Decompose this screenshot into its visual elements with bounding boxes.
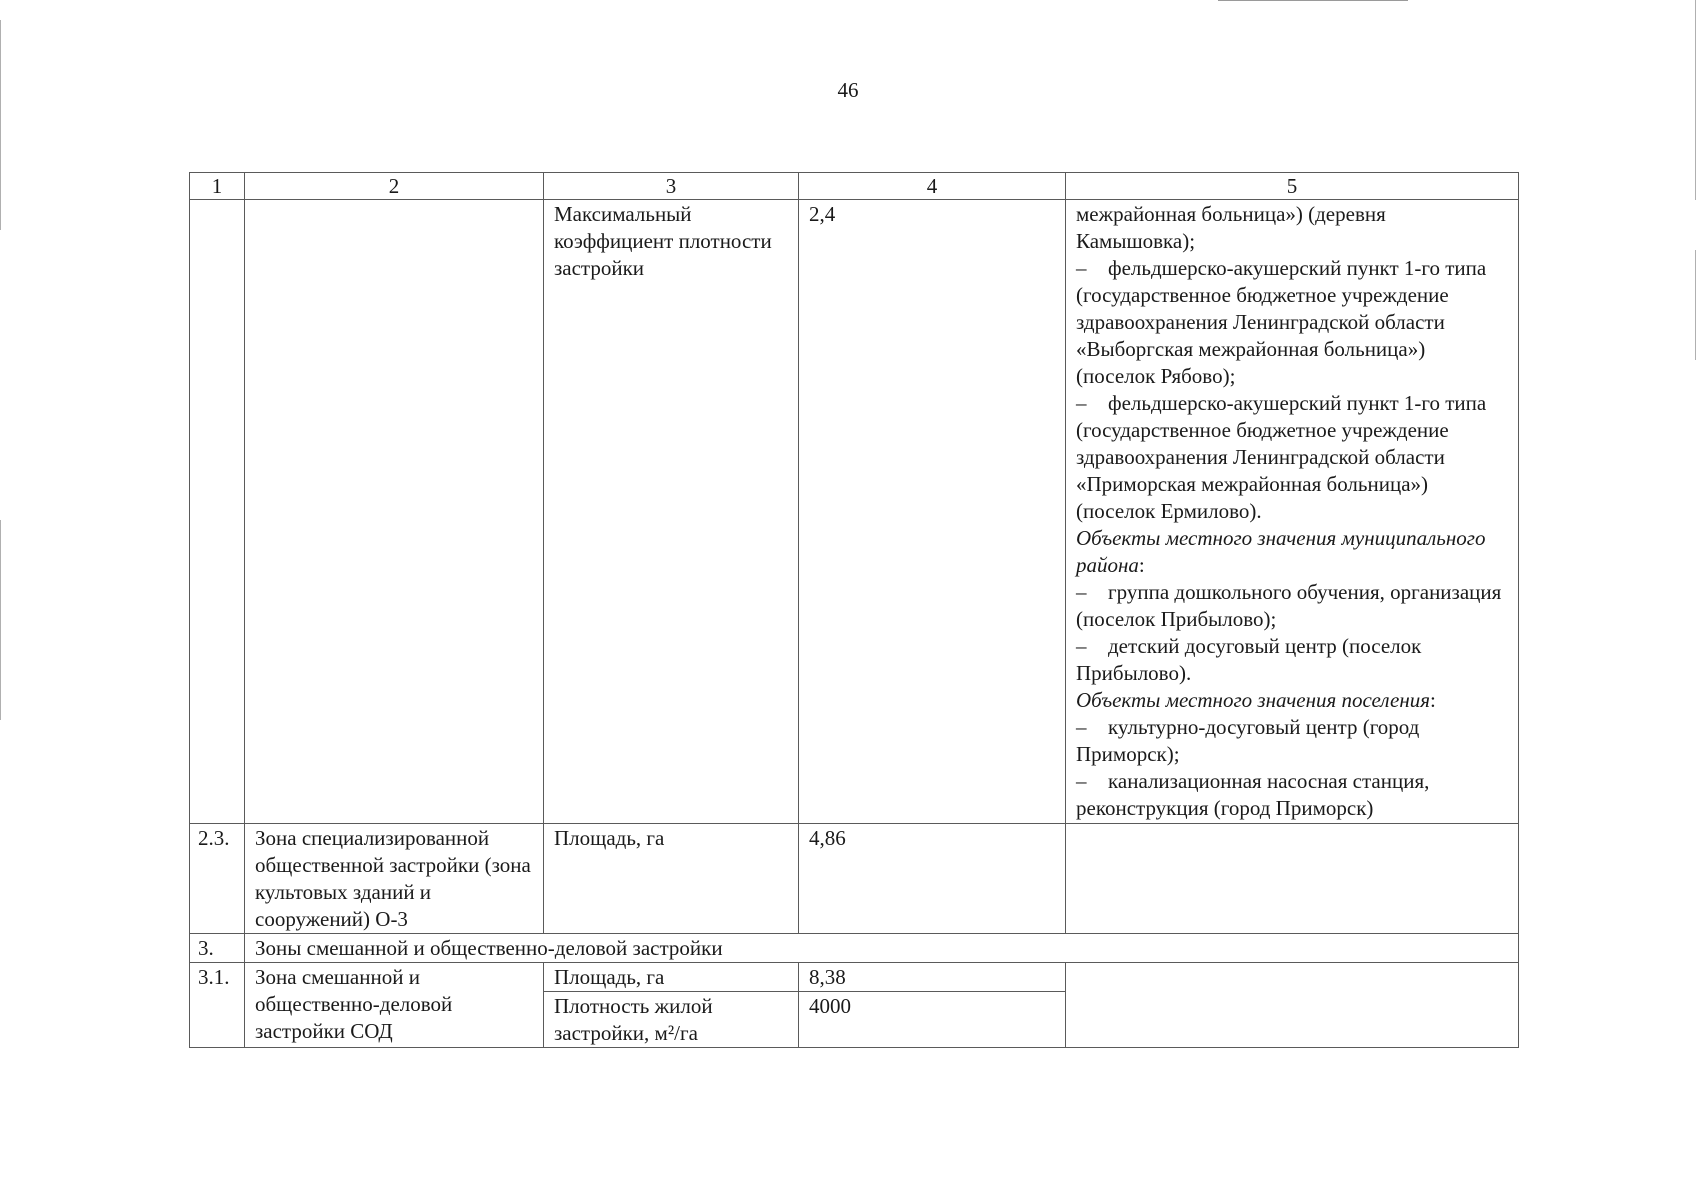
list-item-text: фельдшерско-акушерский пункт 1-го типа (государственное бюджетное учреждение здравоохранения Ленинградской области «Приморская межрайонная больница») (поселок Ермилово). <box>1076 391 1487 523</box>
cell-zone: Зона смешанной и общественно-деловой застройки СОД <box>245 963 544 1048</box>
dash-marker: – <box>1076 580 1087 604</box>
cell-param: Площадь, га <box>544 824 799 934</box>
objects-intro: межрайонная больница») (деревня Камышовка); <box>1076 202 1386 253</box>
cell-num: 3. <box>190 934 245 963</box>
table-row-2-3 <box>190 824 1519 934</box>
list-item <box>1076 390 1508 525</box>
zones-table <box>189 172 1519 1048</box>
header-cell-2: 2 <box>245 173 544 200</box>
cell-param: Плотность жилой застройки, м²/га <box>544 992 799 1048</box>
section-heading <box>1076 525 1508 579</box>
list-item-text: культурно-досуговый центр (город Приморск); <box>1076 715 1420 766</box>
cell-value: 4000 <box>799 992 1066 1048</box>
cell-value: 4,86 <box>799 824 1066 934</box>
list-item-text: канализационная насосная станция, реконструкция (город Приморск) <box>1076 769 1430 820</box>
scan-edge-left <box>0 520 1 720</box>
cell-zone: Зона специализированной общественной застройки (зона культовых зданий и сооружений) О-3 <box>245 824 544 934</box>
cell-num: 2.3. <box>190 824 245 934</box>
cell-objects <box>1066 200 1519 824</box>
list-item-text: детский досуговый центр (поселок Прибылово). <box>1076 634 1422 685</box>
dash-marker: – <box>1076 715 1087 739</box>
cell-value: 8,38 <box>799 963 1066 992</box>
dash-marker: – <box>1076 634 1087 658</box>
list-item <box>1076 255 1508 390</box>
section-heading <box>1076 687 1508 714</box>
header-cell-1: 1 <box>190 173 245 200</box>
header-cell-3: 3 <box>544 173 799 200</box>
scan-top-line <box>1218 0 1408 1</box>
cell-param: Площадь, га <box>544 963 799 992</box>
cell-objects-empty <box>1066 824 1519 934</box>
section-heading-text: Объекты местного значения муниципального района <box>1076 526 1486 577</box>
list-item-text: группа дошкольного обучения, организация (поселок Прибылово); <box>1076 580 1502 631</box>
page-number: 46 <box>837 78 859 102</box>
cell-zone-empty <box>245 200 544 824</box>
section-heading-text: Объекты местного значения поселения <box>1076 688 1431 712</box>
table-row-continued <box>190 200 1519 824</box>
dash-marker: – <box>1076 769 1087 793</box>
table-header-row <box>190 173 1519 200</box>
cell-param: Максимальный коэффициент плотности застройки <box>544 200 799 824</box>
cell-num-empty <box>190 200 245 824</box>
header-cell-4: 4 <box>799 173 1066 200</box>
list-item <box>1076 768 1508 822</box>
dash-marker: – <box>1076 256 1087 280</box>
list-item <box>1076 714 1508 768</box>
cell-section-title: Зоны смешанной и общественно-деловой застройки <box>245 934 1519 963</box>
list-item <box>1076 633 1508 687</box>
table-row-3-1-a <box>190 963 1519 992</box>
heading-colon: : <box>1430 688 1436 712</box>
scan-edge-left <box>0 20 1 230</box>
dash-marker: – <box>1076 391 1087 415</box>
cell-objects-empty <box>1066 963 1519 1048</box>
list-item <box>1076 579 1508 633</box>
table-row-3 <box>190 934 1519 963</box>
cell-value: 2,4 <box>799 200 1066 824</box>
cell-num: 3.1. <box>190 963 245 1048</box>
heading-colon: : <box>1138 553 1145 577</box>
header-cell-5: 5 <box>1066 173 1519 200</box>
list-item-text: фельдшерско-акушерский пункт 1-го типа (государственное бюджетное учреждение здравоохранения Ленинградской области «Выборгская межрайонная больница») (поселок Рябово); <box>1076 256 1487 388</box>
